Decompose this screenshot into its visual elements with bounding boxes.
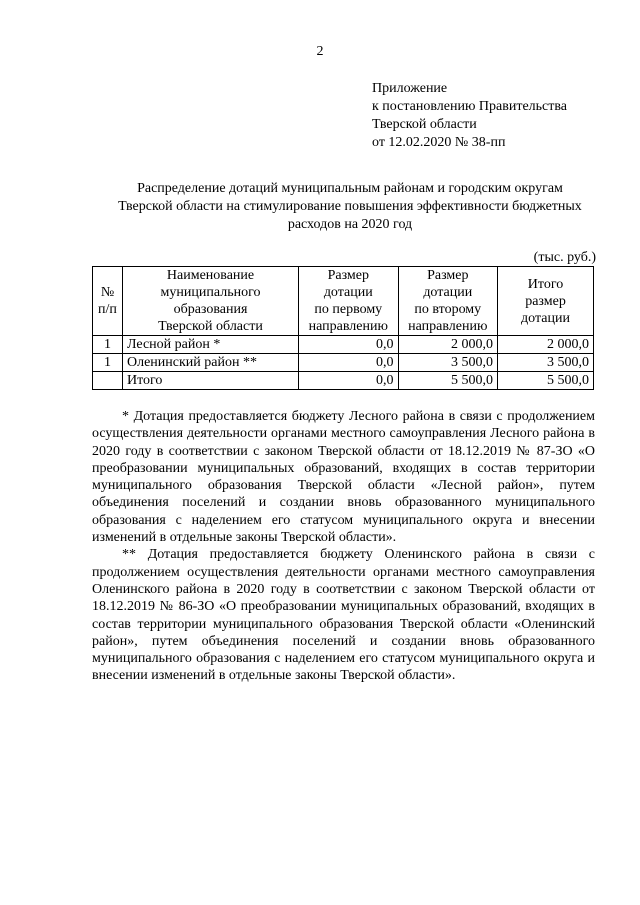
header-second [398,267,498,336]
row-num: 1 [93,354,123,372]
table-total-row [93,372,594,390]
title-line: Тверской области на стимулирование повышения эффективности бюджетных [118,199,582,214]
header-first [299,267,399,336]
appendix-block [372,80,567,152]
header-line: образования [173,302,248,317]
table-row [93,354,594,372]
row-second: 3 500,0 [398,354,498,372]
header-num [93,267,123,336]
header-line: по первому [314,302,383,317]
row-total: 3 500,0 [498,354,594,372]
row-first: 0,0 [299,372,399,390]
row-num: 1 [93,336,123,354]
header-line: направлению [408,319,488,334]
appendix-line: к постановлению Правительства [372,99,568,114]
header-line: п/п [98,302,117,317]
row-total: 5 500,0 [498,372,594,390]
footnote: * Дотация предоставляется бюджету Лесного района в связи с продолжением осуществления деятельности органами местного самоуправления Лесного района в 2020 году в соответствии с законом Тверской области от 18.12.2019 № 87-ЗО «О преобразовании муниципальных образований, входящих в состав территории муниципального образования Тверской области «Лесной район», путем объединения поселений и создании вновь образованного муниципального образования с наделением его статусом муниципального округа и внесении изменений в отдельные законы Тверской области». [92,409,595,546]
row-num [93,372,123,390]
title-line: Распределение дотаций муниципальным районам и городским округам [137,181,563,196]
row-first: 0,0 [299,336,399,354]
table-header-row [93,267,594,336]
header-line: по второму [414,302,482,317]
header-line: Наименование [166,268,255,283]
row-total: 2 000,0 [498,336,594,354]
table-row [93,336,594,354]
row-name: Лесной район * [122,336,298,354]
header-line: Итого [527,276,564,292]
header-line: дотации [423,285,473,300]
row-name: Оленинский район ** [122,354,298,372]
header-name [122,267,298,336]
row-second: 2 000,0 [398,336,498,354]
grants-table [92,266,594,390]
appendix-line: Тверской области [372,117,477,132]
unit-label: (тыс. руб.) [533,250,596,265]
header-line: Тверской области [158,319,263,334]
header-line: размер [525,293,566,309]
title-line: расходов на 2020 год [287,217,413,232]
appendix-line: от 12.02.2020 № 38-пп [372,135,506,150]
header-line: дотации [323,285,373,300]
row-second: 5 500,0 [398,372,498,390]
header-line: Размер [427,268,469,283]
row-name: Итого [122,372,298,390]
header-line: дотации [521,310,570,326]
header-total [498,267,594,336]
header-line: муниципального [160,285,261,300]
footnotes [92,408,595,685]
header-line: № [100,285,115,300]
header-line: направлению [308,319,388,334]
header-line: Размер [327,268,369,283]
page-number: 2 [316,44,324,59]
appendix-line: Приложение [372,81,448,96]
document-title [90,180,610,234]
footnote: ** Дотация предоставляется бюджету Оленинского района в связи с продолжением осуществления деятельности органами местного самоуправления Оленинского района в 2020 году в соответствии с законом Тверской области от 18.12.2019 № 86-ЗО «О преобразовании муниципальных образований, входящих в состав территории муниципального образования Тверской области «Оленинский район», путем объединения поселений и создании вновь образованного муниципального образования с наделением его статусом муниципального округа и внесении изменений в отдельные законы Тверской области». [92,547,595,684]
row-first: 0,0 [299,354,399,372]
